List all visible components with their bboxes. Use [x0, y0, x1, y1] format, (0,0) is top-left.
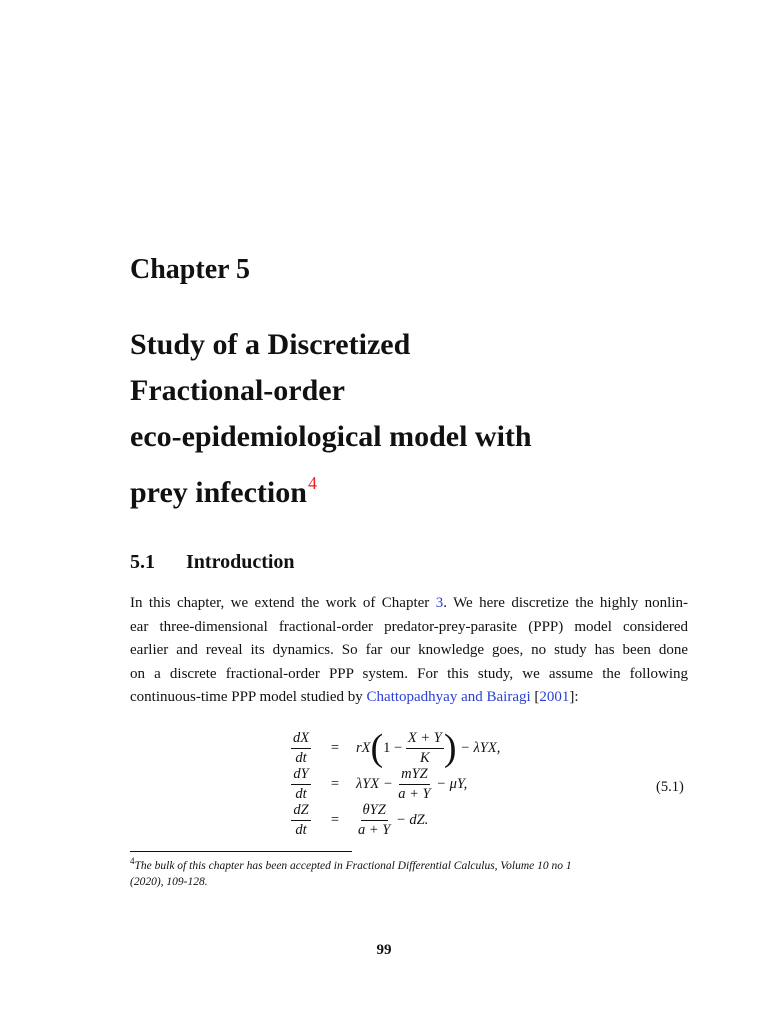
equation-system	[288, 727, 501, 838]
term: λYX −	[356, 775, 393, 792]
equation-number: (5.1)	[656, 779, 684, 795]
citation-year: 2001	[539, 689, 570, 705]
chapter-reference: 3	[435, 595, 444, 611]
lhs	[288, 731, 314, 766]
text: In this chapter, we extend the work of Chapter	[130, 595, 436, 611]
equals-sign: =	[330, 811, 340, 828]
rhs	[356, 727, 501, 769]
equation-row-2	[288, 766, 500, 802]
numerator: dY	[291, 767, 310, 785]
denominator: dt	[295, 749, 307, 766]
close-paren: )	[443, 727, 457, 769]
citation-authors: Chattopadhyay and Bairagi	[366, 689, 531, 705]
numerator: X + Y	[406, 731, 444, 749]
term: − dZ.	[395, 811, 429, 828]
paragraph-line	[130, 592, 688, 616]
lhs	[288, 803, 314, 838]
title-line: Fractional-order	[130, 374, 345, 407]
denominator: dt	[295, 785, 307, 802]
page-number: 99	[376, 942, 392, 958]
footnote-text-continued: (2020), 109-128.	[130, 875, 208, 888]
equals-sign: =	[330, 739, 340, 756]
footnote-divider	[130, 851, 352, 852]
rhs	[356, 767, 467, 802]
paragraph-line	[130, 686, 688, 710]
denominator: a + Y	[398, 785, 431, 802]
denominator: dt	[295, 821, 307, 838]
footnote-text: The bulk of this chapter has been accepted in Fractional Differential Calculus, Volume 10 no 1	[134, 859, 572, 872]
open-paren: (	[370, 727, 384, 769]
derivative-fraction	[291, 803, 310, 838]
intro-paragraph	[130, 592, 688, 710]
text: ]:	[569, 689, 579, 705]
chapter-label: Chapter 5	[130, 254, 251, 285]
paragraph-line: earlier and reveal its dynamics. So far our knowledge goes, no study has been done	[130, 642, 688, 658]
footnote-marker: 4	[130, 856, 135, 866]
numerator: θYZ	[361, 803, 388, 821]
section-heading	[130, 551, 295, 574]
footnote	[130, 853, 688, 890]
term: 1 −	[383, 739, 403, 756]
numerator: mYZ	[399, 767, 430, 785]
title-line	[130, 460, 710, 516]
fraction	[406, 731, 444, 766]
section-title: Introduction	[186, 551, 295, 573]
text: [	[530, 689, 540, 705]
chapter-title	[130, 322, 710, 516]
denominator: a + Y	[358, 821, 391, 838]
fraction	[396, 767, 432, 802]
footnote-marker: 4	[307, 473, 317, 493]
equation-row-3	[288, 802, 500, 838]
title-line: Study of a Discretized	[130, 328, 411, 361]
term: − λYX,	[460, 739, 501, 756]
derivative-fraction	[291, 731, 311, 766]
lhs	[288, 767, 314, 802]
numerator: dZ	[291, 803, 310, 821]
equals-sign: =	[330, 775, 340, 792]
term: − μY,	[436, 775, 468, 792]
term: rX	[356, 739, 371, 756]
text: continuous-time PPP model studied by	[130, 689, 367, 705]
fraction	[356, 803, 392, 838]
denominator: K	[419, 749, 430, 766]
numerator: dX	[291, 731, 311, 749]
equation-row-1	[288, 727, 501, 769]
paragraph-line: on a discrete fractional-order PPP system. For this study, we assume the following	[130, 665, 688, 682]
rhs	[356, 803, 428, 838]
derivative-fraction	[291, 767, 310, 802]
title-line: eco-epidemiological model with	[130, 420, 532, 453]
text: . We here discretize the highly nonlin-	[443, 595, 688, 611]
paragraph-line: ear three-dimensional fractional-order predator-prey-parasite (PPP) model considered	[130, 618, 688, 635]
section-number: 5.1	[130, 551, 155, 573]
title-line-text: prey infection	[130, 476, 307, 509]
